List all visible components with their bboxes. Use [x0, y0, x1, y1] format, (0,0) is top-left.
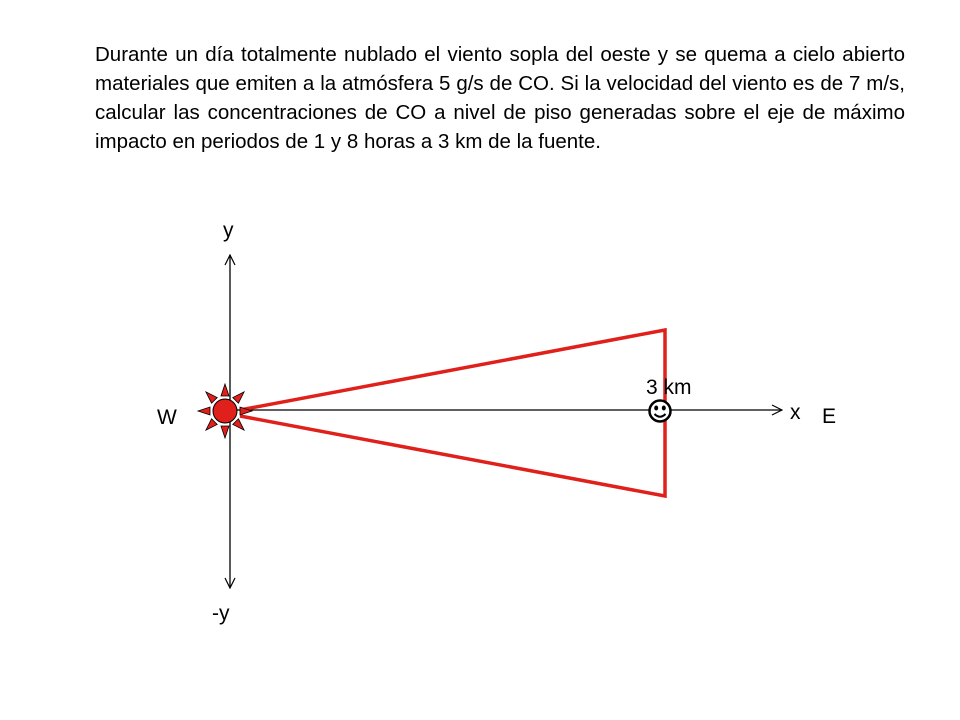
negative-y-axis-label: -y [212, 602, 230, 625]
east-label: E [822, 405, 837, 428]
problem-statement: Durante un día totalmente nublado el viento sopla del oeste y se quema a cielo abierto materiales que emiten a la atmósfera 5 g/s de CO. Si la velocidad del viento es de 7 m/s, calcular las concentraciones de CO a nivel de piso generadas sobre el eje de máximo impacto en periodos de 1 y 8 horas a 3 km de la fuente. [95, 43, 905, 153]
x-axis-label: x [790, 401, 801, 424]
plume-outline [240, 330, 665, 496]
smiley-face-icon [650, 401, 671, 422]
sun-icon [198, 384, 252, 438]
distance-label: 3 km [646, 376, 692, 399]
y-axis-label: y [223, 219, 234, 242]
west-label: W [157, 406, 177, 429]
